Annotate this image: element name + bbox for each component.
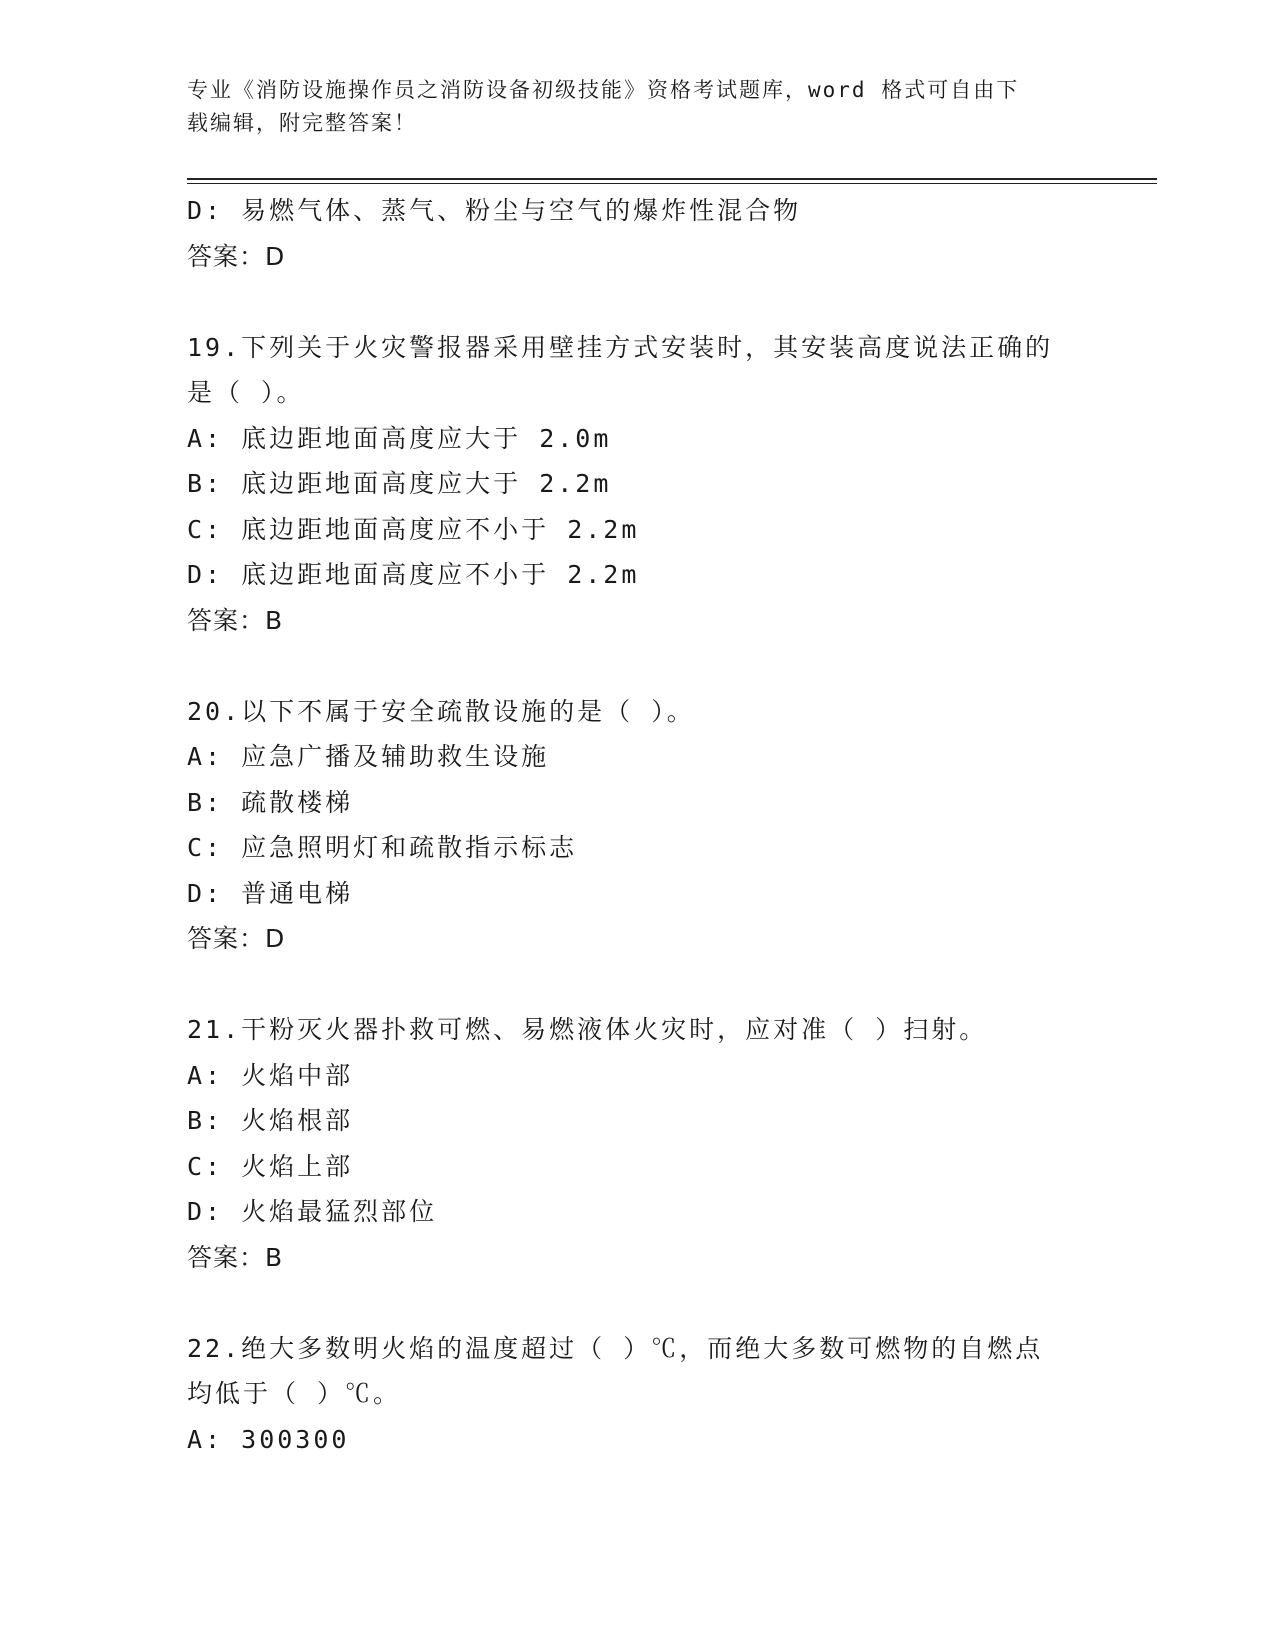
question-stem-continued: 均低于（ ）℃。	[187, 1379, 402, 1408]
option-a: A: 底边距地面高度应大于 2.0m	[187, 423, 612, 453]
answer-line: 答案：B	[187, 1242, 284, 1272]
option-d: D: 底边距地面高度应不小于 2.2m	[187, 560, 640, 589]
option-b: B: 疏散楼梯	[187, 787, 354, 817]
question-20	[187, 689, 1107, 962]
spacer	[187, 643, 1107, 689]
question-18-tail	[187, 188, 1107, 279]
option-c: C: 底边距地面高度应不小于 2.2m	[187, 514, 640, 544]
option-d: D: 普通电梯	[187, 878, 354, 908]
option-c: C: 火焰上部	[187, 1151, 354, 1181]
header-divider-thick	[187, 178, 1157, 180]
option-d: D: 易燃气体、蒸气、粉尘与空气的爆炸性混合物	[187, 196, 802, 225]
question-22	[187, 1326, 1107, 1463]
option-d: D: 火焰最猛烈部位	[187, 1197, 438, 1226]
question-list	[187, 188, 1107, 1462]
option-b: B: 底边距地面高度应大于 2.2m	[187, 469, 612, 498]
option-b: B: 火焰根部	[187, 1106, 354, 1135]
question-19	[187, 325, 1107, 644]
question-stem: 21.干粉灭火器扑救可燃、易燃液体火灾时，应对准（ ）扫射。	[187, 1015, 988, 1044]
spacer	[187, 962, 1107, 1008]
answer-line: 答案：B	[187, 605, 284, 635]
document-header	[187, 74, 1067, 140]
header-line-1: 专业《消防设施操作员之消防设备初级技能》资格考试题库，word 格式可自由下	[187, 78, 1020, 102]
header-line-2: 载编辑，附完整答案！	[187, 111, 417, 135]
option-a: A: 火焰中部	[187, 1060, 354, 1090]
question-21	[187, 1007, 1107, 1280]
spacer	[187, 1280, 1107, 1326]
option-a: A: 应急广播及辅助救生设施	[187, 742, 550, 771]
option-c: C: 应急照明灯和疏散指示标志	[187, 833, 578, 862]
question-stem: 22.绝大多数明火焰的温度超过（ ）℃，而绝大多数可燃物的自燃点	[187, 1333, 1044, 1363]
question-stem-continued: 是（ ）。	[187, 378, 305, 407]
header-divider-thin	[187, 183, 1157, 184]
option-a: A: 300300	[187, 1424, 350, 1454]
answer-line: 答案：D	[187, 924, 286, 953]
question-stem: 20.以下不属于安全疏散设施的是（ ）。	[187, 696, 695, 726]
spacer	[187, 279, 1107, 325]
answer-line: 答案：D	[187, 241, 286, 271]
question-stem: 19.下列关于火灾警报器采用壁挂方式安装时，其安装高度说法正确的	[187, 332, 1054, 362]
